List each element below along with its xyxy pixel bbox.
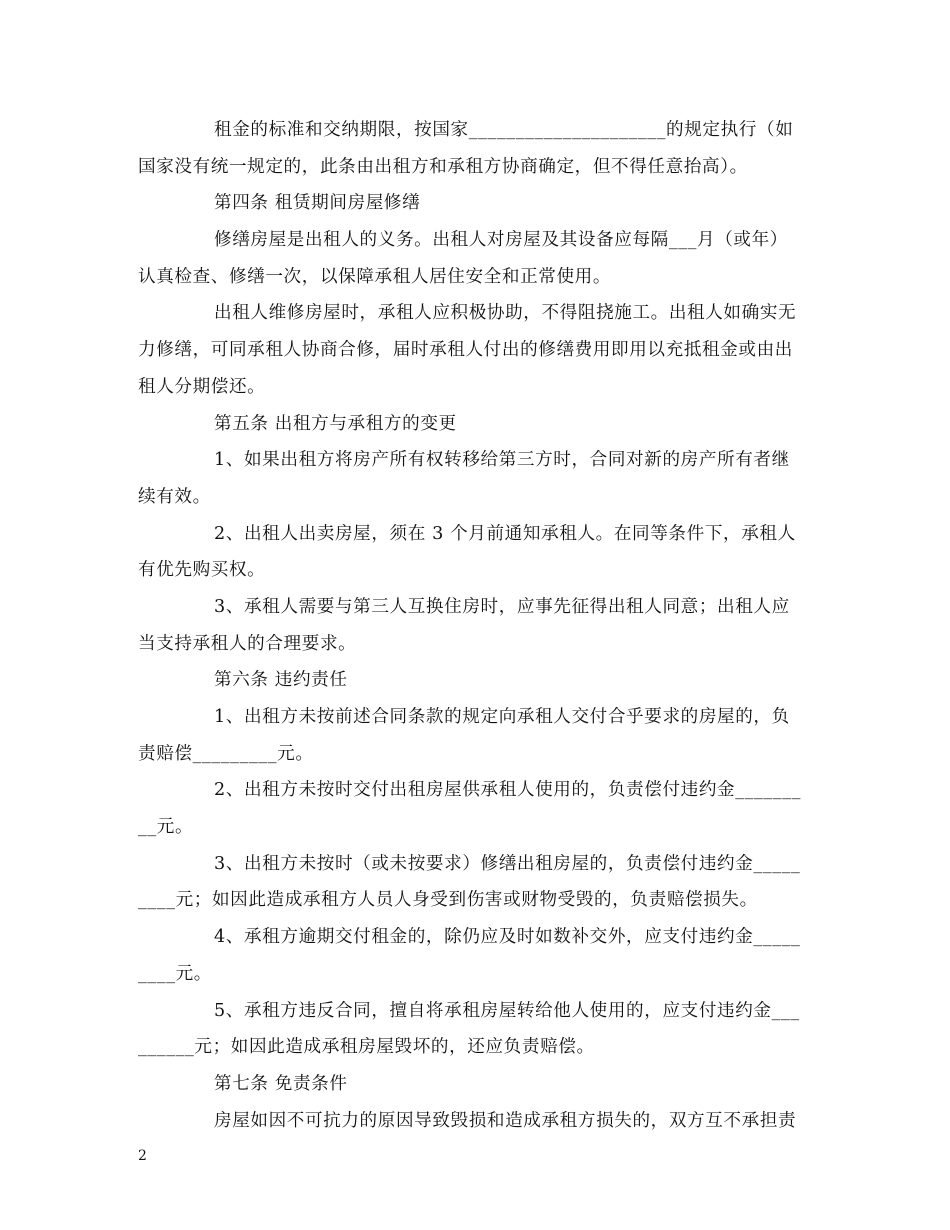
- text-line: 第六条 违约责任: [214, 670, 348, 691]
- text-line: 第七条 免责条件: [214, 1073, 348, 1094]
- text-line: 3、承租人需要与第三人互换住房时，应事先征得出租人同意；出租人应: [214, 596, 790, 617]
- text-line: 4、承租方逾期交付租金的，除仍应及时如数补交外，应支付违约金_____: [214, 927, 801, 948]
- text-line: ____元。: [138, 963, 212, 984]
- text-line: 5、承租方违反合同，擅自将承租房屋转给他人使用的，应支付违约金___: [214, 1000, 800, 1021]
- text-line: 续有效。: [138, 486, 211, 507]
- text-line: 租人分期偿还。: [138, 376, 266, 397]
- document-body: [138, 112, 810, 1139]
- text-line: 国家没有统一规定的，此条由出租方和承租方协商确定，但不得任意抬高）。: [138, 156, 748, 177]
- text-line: 第四条 租赁期间房屋修缮: [214, 193, 421, 214]
- text-line: 3、出租方未按时（或未按要求）修缮出租房屋的，负责偿付违约金_____: [214, 853, 801, 874]
- text-line: 租金的标准和交纳期限，按国家_____________________的规定执行（如: [214, 120, 794, 140]
- text-line: 认真检查、修缮一次，以保障承租人居住安全和正常使用。: [138, 266, 612, 287]
- text-line: 责赔偿_________元。: [138, 743, 314, 764]
- text-line: 当支持承租人的合理要求。: [138, 633, 357, 654]
- text-line: 1、出租方未按前述合同条款的规定向承租人交付合乎要求的房屋的，负: [214, 707, 790, 727]
- text-line: 1、如果出租方将房产所有权转移给第三方时，合同对新的房产所有者继: [214, 450, 790, 471]
- text-line: 2、出租方未按时交付出租房屋供承租人使用的，负责偿付违约金_______: [214, 780, 801, 801]
- text-line: 力修缮，可同承租人协商合修，届时承租人付出的修缮费用即用以充抵租金或由出: [138, 340, 793, 361]
- text-line: ______元；如因此造成承租房屋毁坏的，还应负责赔偿。: [138, 1037, 595, 1058]
- text-line: 修缮房屋是出租人的义务。出租人对房屋及其设备应每隔___月（或年）: [214, 230, 789, 251]
- text-line: __元。: [138, 817, 194, 838]
- text-line: 出租人维修房屋时，承租人应积极协助，不得阻挠施工。出租人如确实无: [214, 303, 797, 324]
- text-line: 2、出租人出卖房屋，须在 3 个月前通知承租人。在同等条件下，承租人: [214, 523, 796, 544]
- text-line: 有优先购买权。: [138, 560, 266, 581]
- text-line: 房屋如因不可抗力的原因导致毁损和造成承租方损失的，双方互不承担责: [214, 1110, 797, 1131]
- page-number: 2: [138, 1148, 147, 1164]
- text-line: ____元；如因此造成承租方人员人身受到伤害或财物受毁的，负责赔偿损失。: [138, 890, 758, 911]
- text-line: 第五条 出租方与承租方的变更: [214, 413, 457, 434]
